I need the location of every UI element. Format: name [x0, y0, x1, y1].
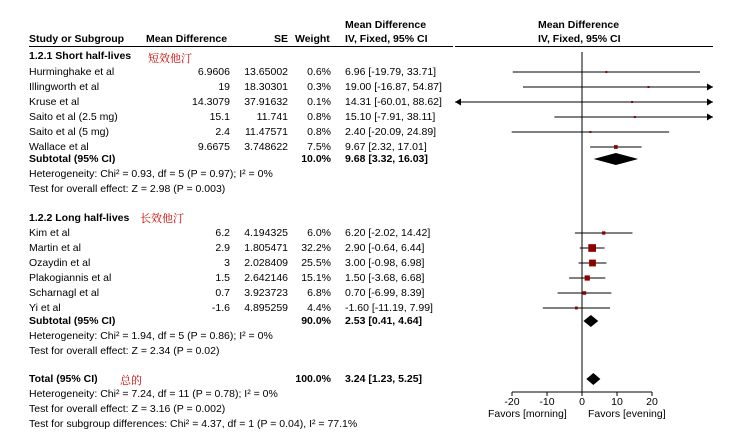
study-md: 9.6675: [197, 141, 230, 153]
subtotal-label: Subtotal (95% CI): [29, 153, 116, 165]
md-column-header: Mean Difference: [146, 33, 228, 45]
subtotal-weight: 10.0%: [301, 153, 331, 165]
study-square: [602, 231, 605, 234]
total-ci: 3.24 [1.23, 5.25]: [345, 373, 423, 385]
favors-left-label: Favors [morning]: [488, 408, 567, 420]
ci-header-top: Mean Difference: [345, 19, 427, 31]
study-name: Plakogiannis et al: [29, 272, 112, 284]
subtotal-diamond: [583, 315, 598, 327]
study-name: Kim et al: [29, 227, 70, 239]
study-name: Yi et al: [29, 302, 61, 314]
overall-effect-text: Test for overall effect: Z = 2.34 (P = 0.02): [29, 345, 220, 357]
total-note: 总的: [120, 374, 142, 387]
study-md: 15.1: [209, 111, 230, 123]
study-se: 13.65002: [244, 66, 288, 78]
study-name: Wallace et al: [29, 141, 89, 153]
study-weight: 6.8%: [307, 287, 331, 299]
study-square: [575, 307, 578, 310]
plot-header-top: Mean Difference: [538, 19, 620, 31]
study-square: [631, 101, 633, 103]
x-tick-label: 10: [611, 396, 623, 408]
study-ci: 6.96 [-19.79, 33.71]: [345, 66, 437, 78]
ci-arrow-right: [707, 99, 713, 106]
study-square: [589, 260, 596, 267]
study-md: 2.9: [215, 242, 230, 254]
study-name: Kruse et al: [29, 96, 80, 108]
x-tick-label: -10: [539, 396, 555, 408]
study-name: Hurminghake et al: [29, 66, 115, 78]
study-ci: 2.90 [-0.64, 6.44]: [345, 242, 425, 254]
x-tick-label: -20: [504, 396, 520, 408]
ci-arrow-left: [455, 99, 461, 106]
study-name: Scharnagl et al: [29, 287, 100, 299]
study-ci: 1.50 [-3.68, 6.68]: [345, 272, 425, 284]
study-weight: 6.0%: [307, 227, 331, 239]
study-name: Martin et al: [29, 242, 81, 254]
study-square: [583, 291, 587, 295]
study-weight: 0.8%: [307, 111, 331, 123]
study-name: Saito et al (5 mg): [29, 126, 109, 138]
study-md: 6.2: [215, 227, 230, 239]
study-weight: 4.4%: [307, 302, 331, 314]
study-md: -1.6: [211, 302, 230, 314]
study-se: 4.194325: [244, 227, 288, 239]
study-se: 11.741: [256, 111, 288, 123]
total-overall-effect-text: Test for overall effect: Z = 3.16 (P = 0.002): [29, 403, 226, 415]
study-ci: 15.10 [-7.91, 38.11]: [345, 111, 436, 123]
x-tick-label: 20: [646, 396, 658, 408]
study-md: 3: [224, 257, 230, 269]
study-ci: 6.20 [-2.02, 14.42]: [345, 227, 431, 239]
study-ci: 3.00 [-0.98, 6.98]: [345, 257, 425, 269]
study-se: 11.47571: [244, 126, 288, 138]
total-heterogeneity-text: Heterogeneity: Chi² = 7.24, df = 11 (P = 0.78); I² = 0%: [29, 388, 278, 400]
study-name: Saito et al (2.5 mg): [29, 111, 118, 123]
study-se: 1.805471: [244, 242, 288, 254]
study-name: Illingworth et al: [29, 81, 100, 93]
total-diamond: [586, 373, 600, 385]
plot-header-bottom: IV, Fixed, 95% CI: [538, 33, 621, 45]
total-weight: 100.0%: [295, 373, 331, 385]
study-md: 2.4: [215, 126, 230, 138]
subgroup-differences-text: Test for subgroup differences: Chi² = 4.37, df = 1 (P = 0.04), I² = 77.1%: [29, 418, 358, 430]
study-square: [634, 116, 636, 118]
study-md: 0.7: [215, 287, 230, 299]
study-square: [588, 244, 596, 252]
study-weight: 0.3%: [307, 81, 331, 93]
heterogeneity-text: Heterogeneity: Chi² = 0.93, df = 5 (P = 0.97); I² = 0%: [29, 168, 273, 180]
se-column-header: SE: [273, 33, 288, 45]
study-square: [648, 86, 650, 88]
weight-column-header: Weight: [295, 33, 330, 45]
study-se: 2.642146: [244, 272, 288, 284]
group-title-short: 1.2.1 Short half-lives: [29, 50, 132, 62]
study-weight: 7.5%: [307, 141, 331, 153]
total-label: Total (95% CI): [29, 373, 98, 385]
group-title-long: 1.2.2 Long half-lives: [29, 212, 130, 224]
subtotal-ci: 9.68 [3.32, 16.03]: [345, 153, 428, 165]
study-name: Ozaydin et al: [29, 257, 91, 269]
subtotal-diamond: [594, 153, 638, 165]
study-square: [605, 71, 607, 73]
favors-right-label: Favors [evening]: [588, 408, 666, 420]
study-column-header: Study or Subgroup: [29, 33, 125, 45]
ci-header-bottom: IV, Fixed, 95% CI: [345, 33, 428, 45]
study-weight: 0.1%: [307, 96, 331, 108]
study-square: [585, 275, 590, 280]
study-weight: 0.8%: [307, 126, 331, 138]
study-ci: 2.40 [-20.09, 24.89]: [345, 126, 437, 138]
ci-arrow-right: [707, 114, 713, 121]
study-ci: 0.70 [-6.99, 8.39]: [345, 287, 425, 299]
study-ci: -1.60 [-11.19, 7.99]: [345, 302, 433, 314]
study-se: 4.895259: [244, 302, 288, 314]
study-square: [614, 145, 618, 149]
study-se: 37.91632: [244, 96, 288, 108]
group-note-short: 短效他汀: [148, 52, 192, 65]
study-ci: 19.00 [-16.87, 54.87]: [345, 81, 442, 93]
subtotal-label: Subtotal (95% CI): [29, 315, 116, 327]
study-weight: 25.5%: [301, 257, 331, 269]
study-ci: 14.31 [-60.01, 88.62]: [345, 96, 442, 108]
study-se: 3.748622: [244, 141, 288, 153]
study-weight: 15.1%: [301, 272, 331, 284]
overall-effect-text: Test for overall effect: Z = 2.98 (P = 0.003): [29, 183, 226, 195]
study-md: 19: [218, 81, 230, 93]
study-square: [589, 131, 591, 133]
group-note-long: 长效他汀: [140, 212, 184, 225]
study-se: 3.923723: [244, 287, 288, 299]
ci-arrow-right: [707, 84, 713, 91]
subtotal-weight: 90.0%: [301, 315, 331, 327]
study-md: 6.9606: [197, 66, 230, 78]
study-ci: 9.67 [2.32, 17.01]: [345, 141, 427, 153]
study-md: 14.3079: [192, 96, 230, 108]
subtotal-ci: 2.53 [0.41, 4.64]: [345, 315, 423, 327]
x-tick-label: 0: [579, 396, 585, 408]
study-se: 18.30301: [244, 81, 288, 93]
study-weight: 32.2%: [301, 242, 331, 254]
study-weight: 0.6%: [307, 66, 331, 78]
study-se: 2.028409: [244, 257, 288, 269]
heterogeneity-text: Heterogeneity: Chi² = 1.94, df = 5 (P = 0.86); I² = 0%: [29, 330, 273, 342]
study-md: 1.5: [215, 272, 230, 284]
